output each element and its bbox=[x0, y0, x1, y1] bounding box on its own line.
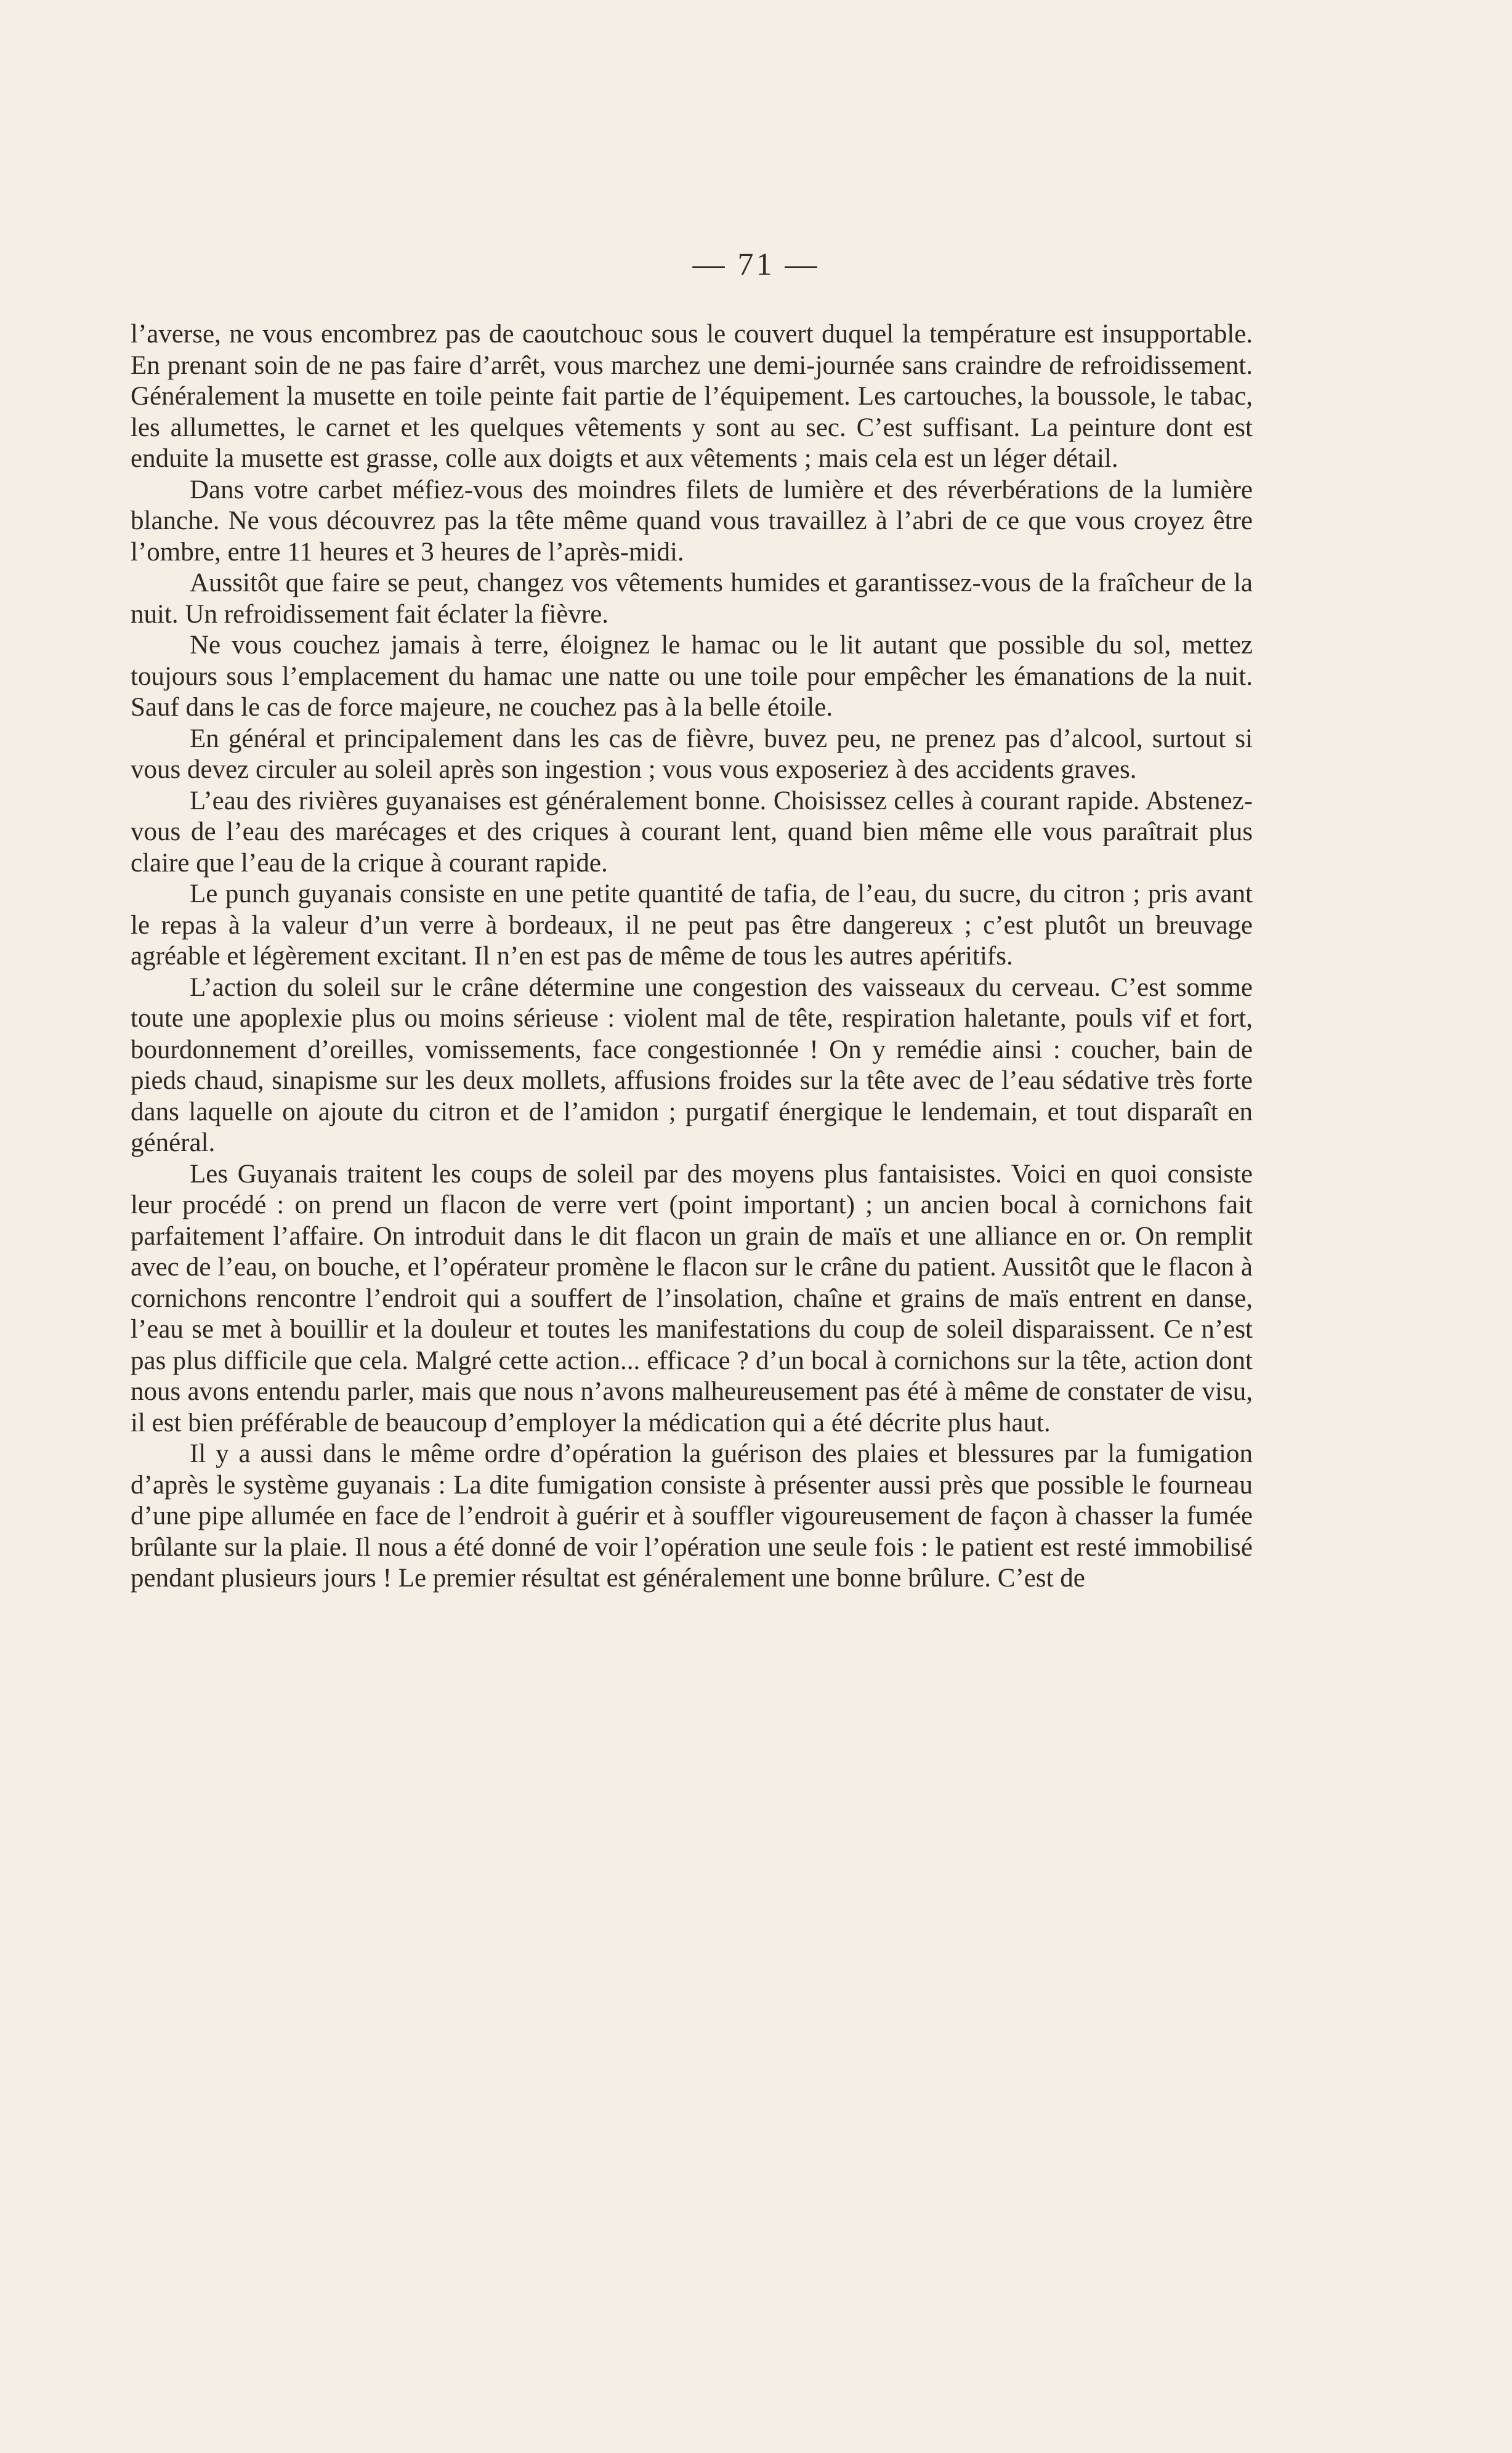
body-text bbox=[131, 319, 1253, 1594]
paragraph: Le punch guyanais consiste en une petite quantité de tafia, de l’eau, du sucre, du citron ; pris avant le repas à la valeur d’un verre à bordeaux, il ne peut pas être dangereux ; c’est plutôt un breuvage agréable et légèrement excitant. Il n’en est pas de même de tous les autres apéritifs. bbox=[131, 879, 1253, 971]
page-number: — 71 — bbox=[692, 247, 820, 282]
paragraph: l’averse, ne vous encombrez pas de caoutchouc sous le couvert duquel la température est insupportable. En prenant soin de ne pas faire d’arrêt, vous marchez une demi-journée sans craindre de refroidissement. Généralement la musette en toile peinte fait partie de l’équipement. Les cartouches, la boussole, le tabac, les allumettes, le carnet et les quelques vêtements y sont au sec. C’est suffisant. La peinture dont est enduite la musette est grasse, colle aux doigts et aux vêtements ; mais cela est un léger détail. bbox=[131, 320, 1253, 473]
paragraph: Aussitôt que faire se peut, changez vos vêtements humides et garantissez-vous de la fraîcheur de la nuit. Un refroidissement fait éclater la fièvre. bbox=[131, 568, 1253, 629]
paragraph: Ne vous couchez jamais à terre, éloignez le hamac ou le lit autant que possible du sol, mettez toujours sous l’emplacement du hamac une natte ou une toile pour empêcher les émanations de la nuit. Sauf dans le cas de force majeure, ne couchez pas à la belle étoile. bbox=[131, 631, 1253, 722]
paragraph: Dans votre carbet méfiez-vous des moindres filets de lumière et des réverbérations de la lumière blanche. Ne vous découvrez pas la tête même quand vous travaillez à l’abri de ce que vous croyez être l’ombre, entre 11 heures et 3 heures de l’après-midi. bbox=[131, 475, 1253, 567]
paragraph: En général et principalement dans les cas de fièvre, buvez peu, ne prenez pas d’alcool, surtout si vous devez circuler au soleil après son ingestion ; vous vous exposeriez à des accidents graves. bbox=[131, 724, 1253, 784]
paragraph: Les Guyanais traitent les coups de soleil par des moyens plus fantaisistes. Voici en quoi consiste leur procédé : on prend un flacon de verre vert (point important) ; un ancien bocal à cornichons fait parfaitement l’affaire. On introduit dans le dit flacon un grain de maïs et une alliance en or. On remplit avec de l’eau, on bouche, et l’opérateur promène le flacon sur le crâne du patient. Aussitôt que le flacon à cornichons rencontre l’endroit qui a souffert de l’insolation, chaîne et grains de maïs entrent en danse, l’eau se met à bouillir et la douleur et toutes les manifestations du coup de soleil disparaissent. Ce n’est pas plus difficile que cela. Malgré cette action... efficace ? d’un bocal à cornichons sur la tête, action dont nous avons entendu parler, mais que nous n’avons malheureusement pas été à même de constater de visu, il est bien préférable de beaucoup d’employer la médication qui a été décrite plus haut. bbox=[131, 1159, 1253, 1437]
paragraph: L’eau des rivières guyanaises est généralement bonne. Choisissez celles à courant rapide. Abstenez-vous de l’eau des marécages et des criques à courant lent, quand bien même elle vous paraîtrait plus claire que l’eau de la crique à courant rapide. bbox=[131, 786, 1253, 878]
paragraph: Il y a aussi dans le même ordre d’opération la guérison des plaies et blessures par la fumigation d’après le système guyanais : La dite fumigation consiste à présenter aussi près que possible le fourneau d’une pipe allumée en face de l’endroit à guérir et à souffler vigoureusement de façon à chasser la fumée brûlante sur la plaie. Il nous a été donné de voir l’opération une seule fois : le patient est resté immobilisé pendant plusieurs jours ! Le premier résultat est généralement une bonne brûlure. C’est de bbox=[131, 1439, 1253, 1593]
paragraph: L’action du soleil sur le crâne détermine une congestion des vaisseaux du cerveau. C’est somme toute une apoplexie plus ou moins sérieuse : violent mal de tête, respiration haletante, pouls vif et fort, bourdonnement d’oreilles, vomissements, face congestionnée ! On y remédie ainsi : coucher, bain de pieds chaud, sinapisme sur les deux mollets, affusions froides sur la tête avec de l’eau sédative très forte dans laquelle on ajoute du citron et de l’amidon ; purgatif énergique le lendemain, et tout disparaît en général. bbox=[131, 972, 1253, 1157]
